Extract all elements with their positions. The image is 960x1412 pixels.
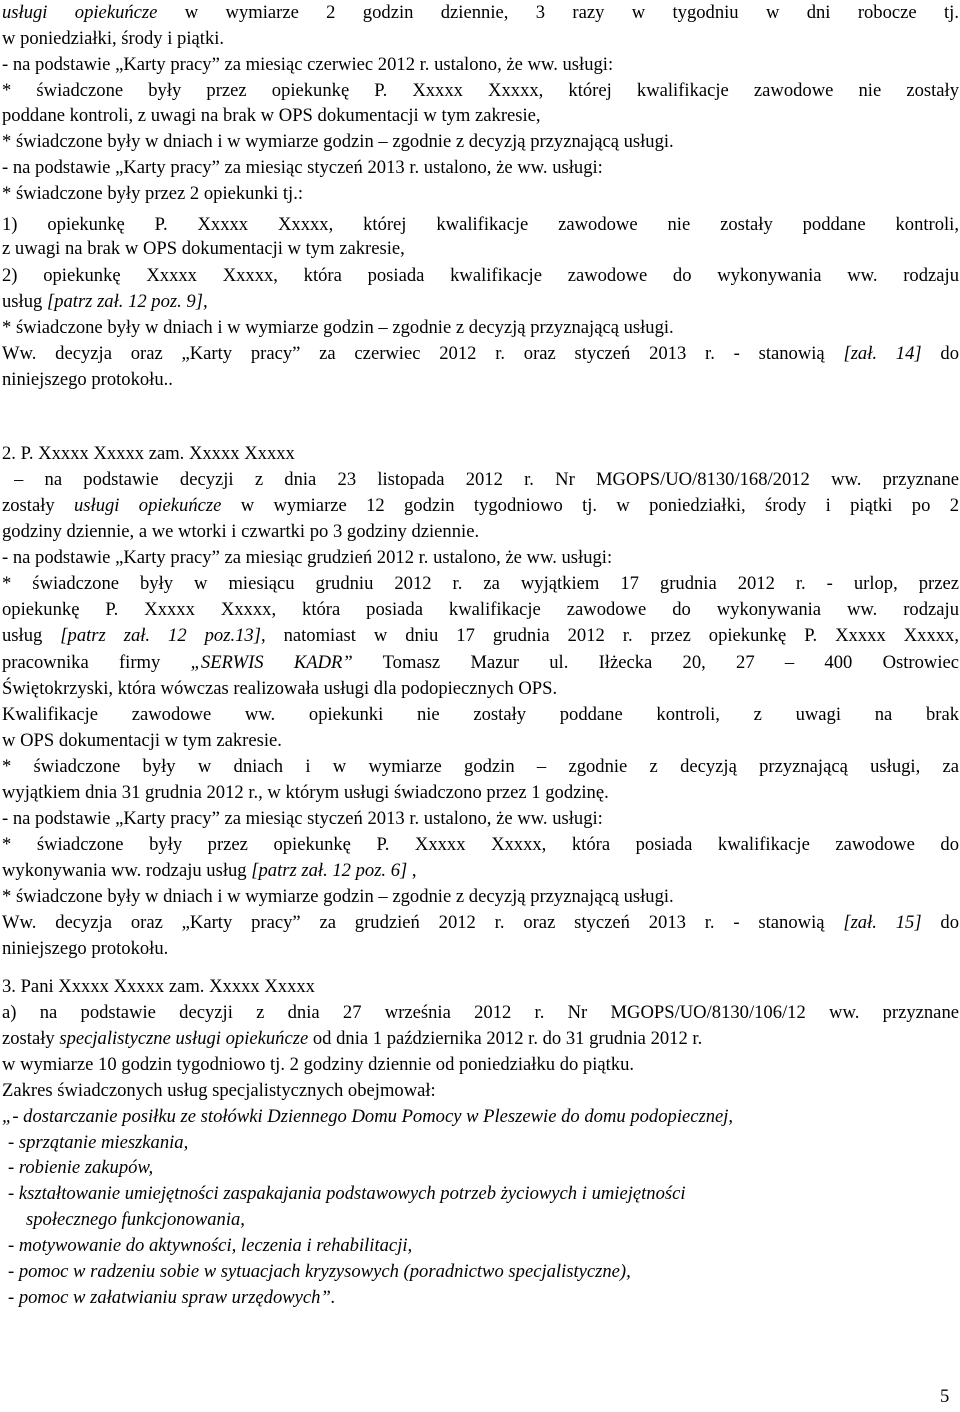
text-run: „SERWIS KADR” [190, 652, 353, 673]
text-line [2, 1052, 959, 1078]
text-run: w wymiarze 2 godzin dziennie, 3 razy w tygodniu w dni robocze tj. [157, 2, 959, 23]
text-line [2, 212, 959, 238]
text-run: * świadczone były w dniach i w wymiarze godzin – zgodnie z decyzją przyznającą usługi, za [2, 756, 959, 777]
text-run: 2) opiekunkę Xxxxx Xxxxx, która posiada kwalifikacje zawodowe do wykonywania ww. rodzaju [2, 265, 959, 286]
text-line [2, 493, 959, 519]
text-line [14, 467, 959, 493]
text-line [2, 936, 959, 962]
text-run: specjalistyczne usługi opiekuńcze [59, 1028, 309, 1049]
text-run: * świadczone były przez opiekunkę P. Xxxxx Xxxxx, która posiada kwalifikacje zawodowe do [2, 834, 959, 855]
text-line [2, 263, 959, 289]
text-run: godziny dziennie, a we wtorki i czwartki po 3 godziny dziennie. [2, 521, 480, 542]
text-run: usługi opiekuńcze [2, 2, 158, 23]
text-line [2, 650, 959, 676]
text-run: opiekunkę P. Xxxxx Xxxxx, która posiada kwalifikacje zawodowe do wykonywania ww. rodzaju [2, 599, 959, 620]
text-run: , natomiast w dniu 17 grudnia 2012 r. przez opiekunkę P. Xxxxx Xxxxx, [260, 625, 959, 646]
text-run: - na podstawie „Karty pracy” za miesiąc styczeń 2013 r. ustalono, że ww. usługi: [2, 157, 603, 178]
text-line [2, 974, 959, 1000]
text-run: Kwalifikacje zawodowe ww. opiekunki nie zostały poddane kontroli, z uwagi na brak [2, 704, 959, 725]
text-run: w OPS dokumentacji w tym zakresie. [2, 730, 282, 751]
text-line [2, 1000, 959, 1026]
text-run: poddane kontroli, z uwagi na brak w OPS dokumentacji w tym zakresie, [2, 105, 541, 126]
text-run: Świętokrzyski, która wówczas realizowała usługi dla podopiecznych OPS. [2, 678, 558, 699]
text-run: usług [2, 291, 47, 312]
text-line [2, 545, 959, 571]
text-line [2, 571, 959, 597]
text-run: 3. Pani Xxxxx Xxxxx zam. Xxxxx Xxxxx [2, 976, 315, 997]
text-run: w wymiarze 12 godzin tygodniowo tj. w poniedziałki, środy i piątki po 2 [221, 495, 959, 516]
text-run: - na podstawie „Karty pracy” za miesiąc czerwiec 2012 r. ustalono, że ww. usługi: [2, 54, 614, 75]
text-run: zostały [2, 1028, 60, 1049]
text-line [2, 441, 959, 467]
text-run: * świadczone były w dniach i w wymiarze godzin – zgodnie z decyzją przyznającą usługi. [2, 317, 674, 338]
text-line [2, 519, 959, 545]
text-line [2, 623, 959, 649]
text-run: a) na podstawie decyzji z dnia 27 września 2012 r. Nr MGOPS/UO/8130/106/12 ww. przyznane [2, 1002, 959, 1023]
text-line [2, 155, 959, 181]
text-run: - na podstawie „Karty pracy” za miesiąc styczeń 2013 r. ustalono, że ww. usługi: [2, 808, 603, 829]
text-line [26, 1207, 959, 1233]
text-run: „- dostarczanie posiłku ze stołówki Dziennego Domu Pomocy w Pleszewie do domu podopiecznej, [2, 1106, 734, 1127]
text-line [2, 129, 959, 155]
text-run: wyjątkiem dnia 31 grudnia 2012 r., w którym usługi świadczono przez 1 godzinę. [2, 782, 609, 803]
text-run: * świadczone były w miesiącu grudniu 2012 r. za wyjątkiem 17 grudnia 2012 r. - urlop, przez [2, 573, 959, 594]
text-run: [patrz zał. 12 poz.13] [60, 625, 261, 646]
text-run: * świadczone były przez 2 opiekunki tj.: [2, 183, 304, 204]
text-run: Ww. decyzja oraz „Karty pracy” za grudzień 2012 r. oraz styczeń 2013 r. - stanowią [2, 912, 844, 933]
text-run: - na podstawie „Karty pracy” za miesiąc grudzień 2012 r. ustalono, że ww. usługi: [2, 547, 613, 568]
text-line [8, 1130, 959, 1156]
text-run: w wymiarze 10 godzin tygodniowo tj. 2 godziny dziennie od poniedziałku do piątku. [2, 1054, 635, 1075]
text-line [2, 236, 959, 262]
text-run: niniejszego protokołu. [2, 938, 169, 959]
text-run: do [921, 912, 959, 933]
text-line [2, 103, 959, 129]
text-run: usługi opiekuńcze [74, 495, 222, 516]
text-run: [zał. 14] [843, 343, 922, 364]
text-line [2, 341, 959, 367]
text-line [2, 858, 959, 884]
text-run: - pomoc w radzeniu sobie w sytuacjach kryzysowych (poradnictwo specjalistyczne), [8, 1261, 631, 1282]
text-run: zostały [2, 495, 74, 516]
text-run: [patrz zał. 12 poz. 6] [251, 860, 408, 881]
text-line [2, 702, 959, 728]
text-run: * świadczone były przez opiekunkę P. Xxxxx Xxxxx, której kwalifikacje zawodowe nie zostały [2, 80, 959, 101]
text-line [8, 1155, 959, 1181]
text-run: z uwagi na brak w OPS dokumentacji w tym zakresie, [2, 238, 405, 259]
text-run: * świadczone były w dniach i w wymiarze godzin – zgodnie z decyzją przyznającą usługi. [2, 131, 674, 152]
text-run: – na podstawie decyzji z dnia 23 listopada 2012 r. Nr MGOPS/UO/8130/168/2012 ww. przyznane [14, 469, 959, 490]
text-line [2, 676, 959, 702]
text-line [2, 78, 959, 104]
text-run: wykonywania ww. rodzaju usług [2, 860, 252, 881]
text-line [2, 910, 959, 936]
text-line [2, 884, 959, 910]
text-line [2, 832, 959, 858]
text-run: 1) opiekunkę P. Xxxxx Xxxxx, której kwalifikacje zawodowe nie zostały poddane kontroli, [2, 214, 959, 235]
text-run: niniejszego protokołu.. [2, 369, 173, 390]
text-line [2, 754, 959, 780]
text-run: 2. P. Xxxxx Xxxxx zam. Xxxxx Xxxxx [2, 443, 295, 464]
text-run: - kształtowanie umiejętności zaspakajania podstawowych potrzeb życiowych i umiejętności [8, 1183, 686, 1204]
text-run: [patrz zał. 12 poz. 9], [46, 291, 208, 312]
text-line [2, 367, 959, 393]
text-line [2, 780, 959, 806]
text-line [8, 1233, 959, 1259]
text-line [2, 1026, 959, 1052]
text-line [2, 1078, 959, 1104]
text-line [2, 0, 959, 26]
text-run: , [407, 860, 417, 881]
text-run: - motywowanie do aktywności, leczenia i rehabilitacji, [8, 1235, 413, 1256]
text-line [2, 728, 959, 754]
text-run: Tomasz Mazur ul. Iłżecka 20, 27 – 400 Ostrowiec [352, 652, 959, 673]
text-run: Ww. decyzja oraz „Karty pracy” za czerwiec 2012 r. oraz styczeń 2013 r. - stanowią [2, 343, 844, 364]
text-run: - pomoc w załatwianiu spraw urzędowych”. [8, 1287, 336, 1308]
text-run: - robienie zakupów, [8, 1157, 154, 1178]
text-line [2, 806, 959, 832]
page-number: 5 [940, 1386, 950, 1407]
text-run: [zał. 15] [843, 912, 922, 933]
text-run: Zakres świadczonych usług specjalistycznych obejmował: [2, 1080, 436, 1101]
text-line [2, 52, 959, 78]
text-run: - sprzątanie mieszkania, [8, 1132, 189, 1153]
text-line [2, 597, 959, 623]
text-run: w poniedziałki, środy i piątki. [2, 28, 225, 49]
text-run: do [921, 343, 959, 364]
text-run: usług [2, 625, 61, 646]
text-line [8, 1181, 959, 1207]
text-line [2, 315, 959, 341]
text-line [2, 26, 959, 52]
text-run: pracownika firmy [2, 652, 191, 673]
text-line [8, 1285, 959, 1311]
text-line [2, 289, 959, 315]
text-run: od dnia 1 października 2012 r. do 31 grudnia 2012 r. [308, 1028, 703, 1049]
text-run: społecznego funkcjonowania, [26, 1209, 245, 1230]
text-line [2, 181, 959, 207]
text-line [8, 1259, 959, 1285]
text-line [2, 1104, 959, 1130]
text-run: * świadczone były w dniach i w wymiarze godzin – zgodnie z decyzją przyznającą usługi. [2, 886, 674, 907]
